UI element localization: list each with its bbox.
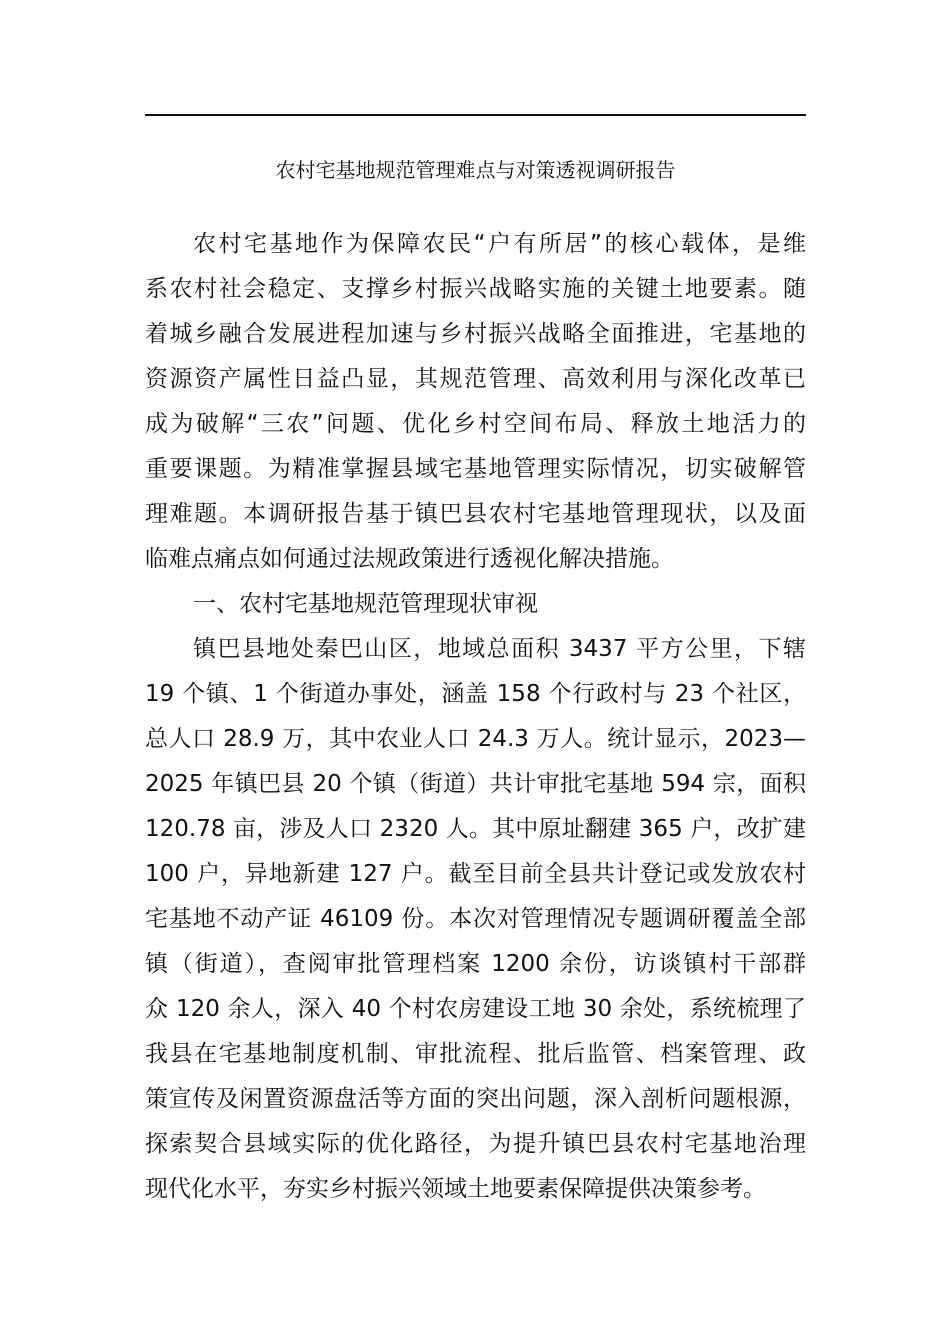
text-line: 资源资产属性日益凸显，其规范管理、高效利用与深化改革已 — [145, 366, 806, 392]
text-line: 探索契合县域实际的优化路径，为提升镇巴县农村宅基地治理 — [145, 1131, 806, 1157]
text-line: 众 120 余人，深入 40 个村农房建设工地 30 余处，系统梳理了 — [145, 996, 806, 1022]
text-line: 镇巴县地处秦巴山区，地域总面积 3437 平方公里，下辖 — [193, 636, 806, 662]
text-line: 19 个镇、1 个街道办事处，涵盖 158 个行政村与 23 个社区， — [145, 681, 806, 707]
document-body — [145, 222, 806, 1212]
text-line: 120.78 亩，涉及人口 2320 人。其中原址翻建 365 户，改扩建 — [145, 816, 806, 842]
text-line: 策宣传及闲置资源盘活等方面的突出问题，深入剖析问题根源， — [145, 1086, 806, 1112]
text-line: 现代化水平，夯实乡村振兴领域土地要素保障提供决策参考。 — [145, 1176, 766, 1202]
text-line: 农村宅基地作为保障农民“户有所居”的核心载体，是维 — [193, 231, 806, 257]
text-line: 系农村社会稳定、支撑乡村振兴战略实施的关键土地要素。随 — [145, 276, 806, 302]
text-line: 2025 年镇巴县 20 个镇（街道）共计审批宅基地 594 宗，面积 — [145, 771, 806, 797]
text-line: 着城乡融合发展进程加速与乡村振兴战略全面推进，宅基地的 — [145, 321, 806, 347]
text-line: 我县在宅基地制度机制、审批流程、批后监管、档案管理、政 — [145, 1041, 806, 1067]
section-heading: 一、农村宅基地规范管理现状审视 — [193, 591, 538, 617]
paragraph-status — [145, 627, 806, 1212]
text-line: 重要课题。为精准掌握县域宅基地管理实际情况，切实破解管 — [145, 456, 806, 482]
text-line: 宅基地不动产证 46109 份。本次对管理情况专题调研覆盖全部 — [145, 906, 806, 932]
document-title: 农村宅基地规范管理难点与对策透视调研报告 — [275, 158, 676, 182]
paragraph-intro — [145, 222, 806, 582]
text-line: 镇（街道），查阅审批管理档案 1200 余份，访谈镇村干部群 — [145, 951, 806, 977]
text-line: 总人口 28.9 万，其中农业人口 24.3 万人。统计显示，2023— — [145, 726, 806, 752]
text-line: 理难题。本调研报告基于镇巴县农村宅基地管理现状，以及面 — [145, 501, 806, 527]
text-line: 100 户，异地新建 127 户。截至目前全县共计登记或发放农村 — [145, 861, 806, 887]
header-rule — [145, 114, 806, 116]
text-line: 成为破解“三农”问题、优化乡村空间布局、释放土地活力的 — [145, 411, 806, 437]
text-line: 临难点痛点如何通过法规政策进行透视化解决措施。 — [145, 546, 674, 572]
